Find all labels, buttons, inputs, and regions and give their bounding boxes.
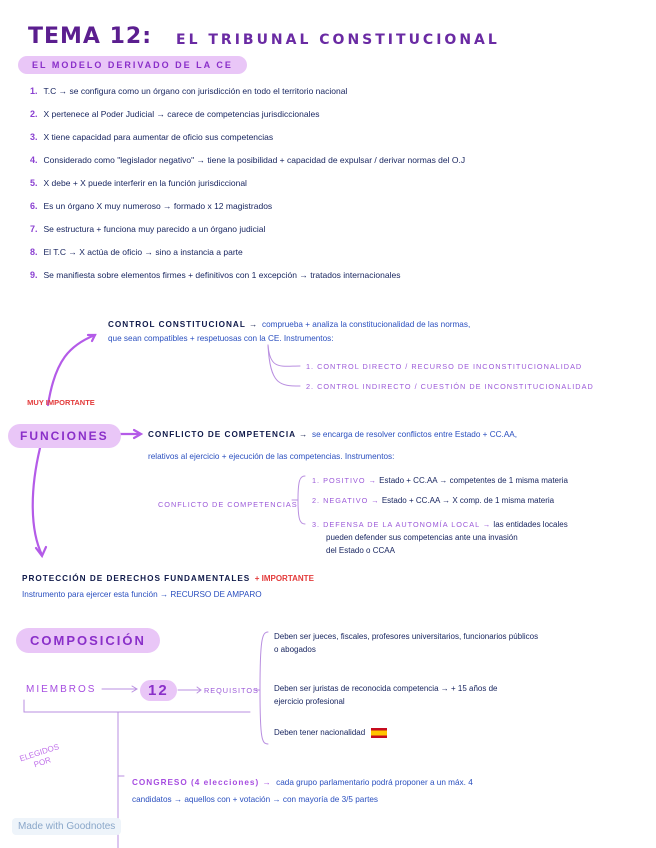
control-desc-2: que sean compatibles + respetuosas con la CE. Instrumentos: bbox=[108, 334, 334, 343]
model-heading: EL MODELO DERIVADO DE LA CE bbox=[18, 56, 247, 74]
conflicto-autonomia-2: pueden defender sus competencias ante una invasión bbox=[326, 533, 518, 542]
conflicto-desc-2: relativos al ejercicio + ejecución de las competencias. Instrumentos: bbox=[148, 452, 395, 461]
composicion-label: COMPOSICIÓN bbox=[16, 628, 160, 653]
list-item: 7. Se estructura + funciona muy parecido a un órgano judicial bbox=[30, 224, 266, 234]
miembros-count: 12 bbox=[140, 680, 177, 701]
requisitos-label: REQUISITOS bbox=[204, 686, 259, 695]
conflicto-positivo: 1. POSITIVO → Estado + CC.AA → competentes de 1 misma materia bbox=[312, 476, 568, 485]
conflicto-title: CONFLICTO DE COMPETENCIA → bbox=[148, 430, 309, 439]
requisito-3: Deben tener nacionalidad bbox=[274, 728, 387, 738]
conflicto-desc-1: se encarga de resolver conflictos entre Estado + CC.AA, bbox=[312, 430, 518, 439]
arrow-to-control bbox=[48, 335, 95, 405]
control-instr-2: 2. CONTROL INDIRECTO / CUESTIÓN DE INCONSTITUCIONALIDAD bbox=[306, 382, 594, 391]
control-instr-1: 1. CONTROL DIRECTO / RECURSO DE INCONSTITUCIONALIDAD bbox=[306, 362, 583, 371]
conflicto-autonomia: 3. DEFENSA DE LA AUTONOMÍA LOCAL → las entidades locales bbox=[312, 520, 568, 529]
requisito-1b: o abogados bbox=[274, 645, 316, 654]
congreso-line-1: CONGRESO (4 elecciones) → cada grupo parlamentario podrá proponer a un máx. 4 bbox=[132, 778, 473, 787]
list-item: 8. El T.C → X actúa de oficio → sino a instancia a parte bbox=[30, 247, 243, 257]
subject-title: EL TRIBUNAL CONSTITUCIONAL bbox=[176, 32, 500, 48]
conflicto-group-label: CONFLICTO DE COMPETENCIAS bbox=[158, 500, 298, 509]
tema-title: TEMA 12: bbox=[28, 24, 153, 49]
miembros-label: MIEMBROS bbox=[26, 684, 97, 695]
list-item: 3. X tiene capacidad para aumentar de oficio sus competencias bbox=[30, 132, 274, 142]
requisito-1a: Deben ser jueces, fiscales, profesores universitarios, funcionarios públicos bbox=[274, 632, 539, 641]
proteccion-line: Instrumento para ejercer esta función → RECURSO DE AMPARO bbox=[22, 590, 262, 599]
list-item: 5. X debe + X puede interferir en la función jurisdiccional bbox=[30, 178, 247, 188]
conflicto-autonomia-3: del Estado o CCAA bbox=[326, 546, 395, 555]
spain-flag-icon bbox=[371, 728, 387, 738]
list-item: 6. Es un órgano X muy numeroso → formado x 12 magistrados bbox=[30, 201, 273, 211]
requisito-2a: Deben ser juristas de reconocida competencia → + 15 años de bbox=[274, 684, 498, 693]
requisito-2b: ejercicio profesional bbox=[274, 697, 345, 706]
importance-tag: MUY IMPORTANTE bbox=[27, 398, 95, 407]
list-item: 9. Se manifiesta sobre elementos firmes + definitivos con 1 excepción → tratados internacionales bbox=[30, 270, 401, 280]
list-item: 1. T.C → se configura como un órgano con jurisdicción en todo el territorio nacional bbox=[30, 86, 348, 96]
control-desc-1: comprueba + analiza la constitucionalidad de las normas, bbox=[262, 320, 471, 329]
list-item: 2. X pertenece al Poder Judicial → carece de competencias jurisdiccionales bbox=[30, 109, 320, 119]
arrow-to-proteccion bbox=[33, 448, 42, 555]
proteccion-heading: PROTECCIÓN DE DERECHOS FUNDAMENTALES + IMPORTANTE bbox=[22, 574, 314, 583]
elegidos-label: ELEGIDOS POR bbox=[18, 742, 61, 770]
list-item: 4. Considerado como "legislador negativo" → tiene la posibilidad + capacidad de expulsar / derivar normas del O.J bbox=[30, 155, 466, 165]
conflicto-negativo: 2. NEGATIVO → Estado + CC.AA → X comp. de 1 misma materia bbox=[312, 496, 555, 505]
goodnotes-watermark: Made with Goodnotes bbox=[12, 818, 121, 835]
funciones-label: FUNCIONES bbox=[8, 424, 121, 448]
congreso-line-2: candidatos → aquellos con + votación → con mayoría de 3/5 partes bbox=[132, 795, 378, 804]
control-title: CONTROL CONSTITUCIONAL → bbox=[108, 320, 259, 329]
